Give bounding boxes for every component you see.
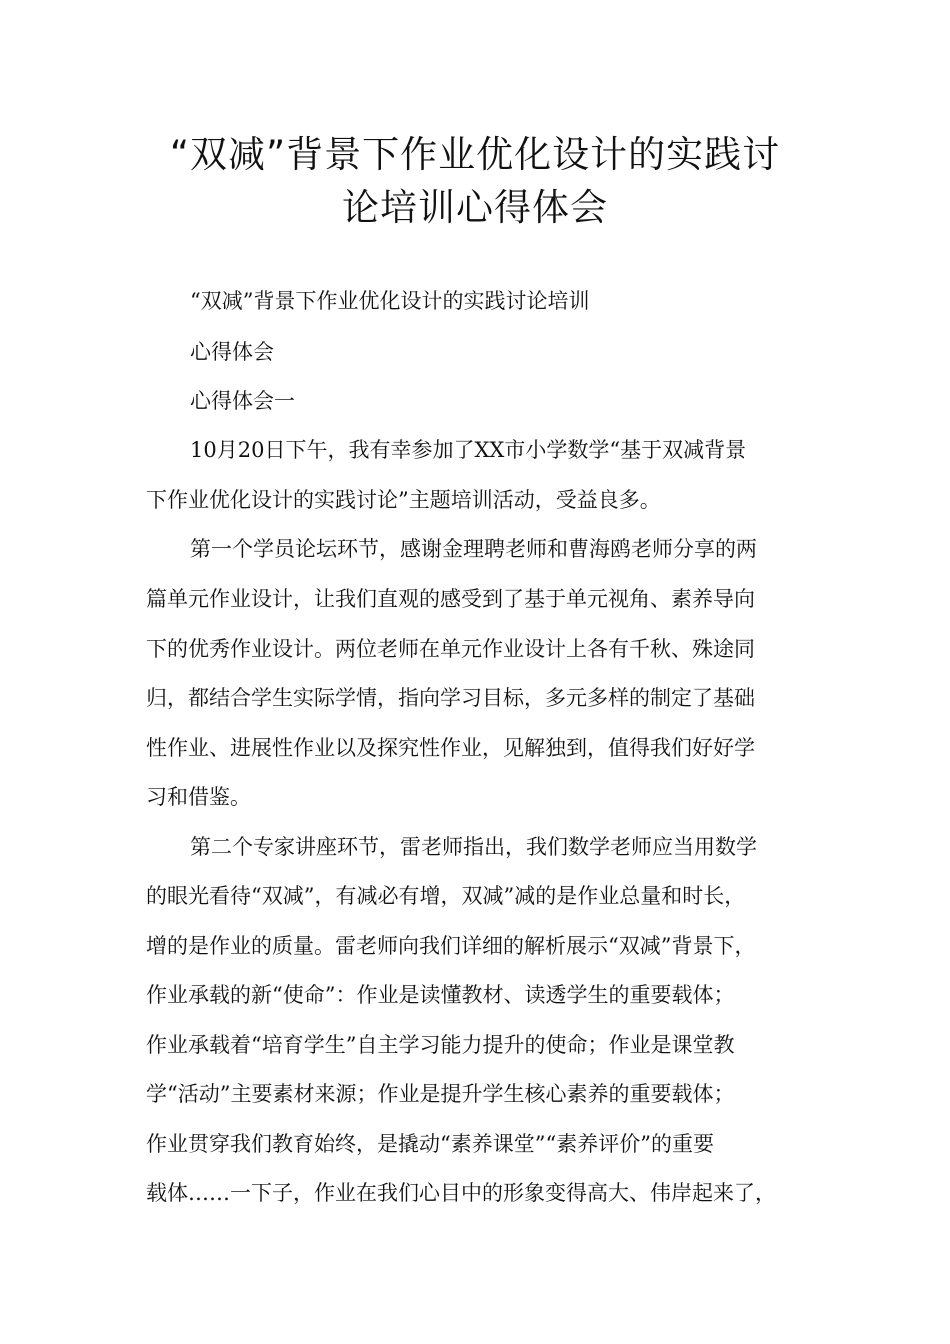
paragraph-line: 的眼光看待“双减”，有减必有增，双减”减的是作业总量和时长， bbox=[146, 884, 746, 908]
paragraph-line: 作业贯穿我们教育始终，是撬动“素养课堂”“素养评价”的重要 bbox=[146, 1132, 714, 1156]
paragraph-line: 作业承载的新“使命”：作业是读懂教材、读透学生的重要载体； bbox=[146, 983, 735, 1007]
paragraph-line: 性作业、进展性作业以及探究性作业，见解独到，值得我们好好学 bbox=[146, 736, 755, 760]
paragraph-line: 第一个学员论坛环节，感谢金理聘老师和曹海鸥老师分享的两 bbox=[190, 537, 757, 561]
paragraph-line: 学“活动”主要素材来源；作业是提升学生核心素养的重要载体； bbox=[146, 1082, 735, 1106]
paragraph-line: 篇单元作业设计，让我们直观的感受到了基于单元视角、素养导向 bbox=[146, 587, 755, 611]
paragraph-line: 10月20日下午，我有幸参加了XX市小学数学“基于双减背景 bbox=[190, 438, 747, 462]
paragraph-line: 习和借鉴。 bbox=[146, 785, 251, 809]
paragraph-line: 作业承载着“培育学生”自主学习能力提升的使命；作业是课堂教 bbox=[146, 1033, 735, 1057]
paragraph-line: 载体……一下子，作业在我们心目中的形象变得高大、伟岸起来了， bbox=[146, 1181, 776, 1205]
paragraph-line: 下作业优化设计的实践讨论”主题培训活动，受益良多。 bbox=[146, 488, 661, 512]
document-title-line-1: “双减”背景下作业优化设计的实践讨 bbox=[169, 133, 781, 176]
paragraph-line: 第二个专家讲座环节，雷老师指出，我们数学老师应当用数学 bbox=[190, 835, 757, 859]
subtitle-line-1: “双减”背景下作业优化设计的实践讨论培训 bbox=[190, 289, 590, 313]
document-title-line-2: 论培训心得体会 bbox=[342, 186, 608, 229]
paragraph-line: 下的优秀作业设计。两位老师在单元作业设计上各有千秋、殊途同 bbox=[146, 637, 755, 661]
section-heading: 心得体会一 bbox=[190, 389, 295, 413]
subtitle-line-2: 心得体会 bbox=[190, 340, 274, 364]
paragraph-line: 归，都结合学生实际学情，指向学习目标，多元多样的制定了基础 bbox=[146, 686, 755, 710]
paragraph-line: 增的是作业的质量。雷老师向我们详细的解析展示“双减”背景下， bbox=[146, 934, 756, 958]
